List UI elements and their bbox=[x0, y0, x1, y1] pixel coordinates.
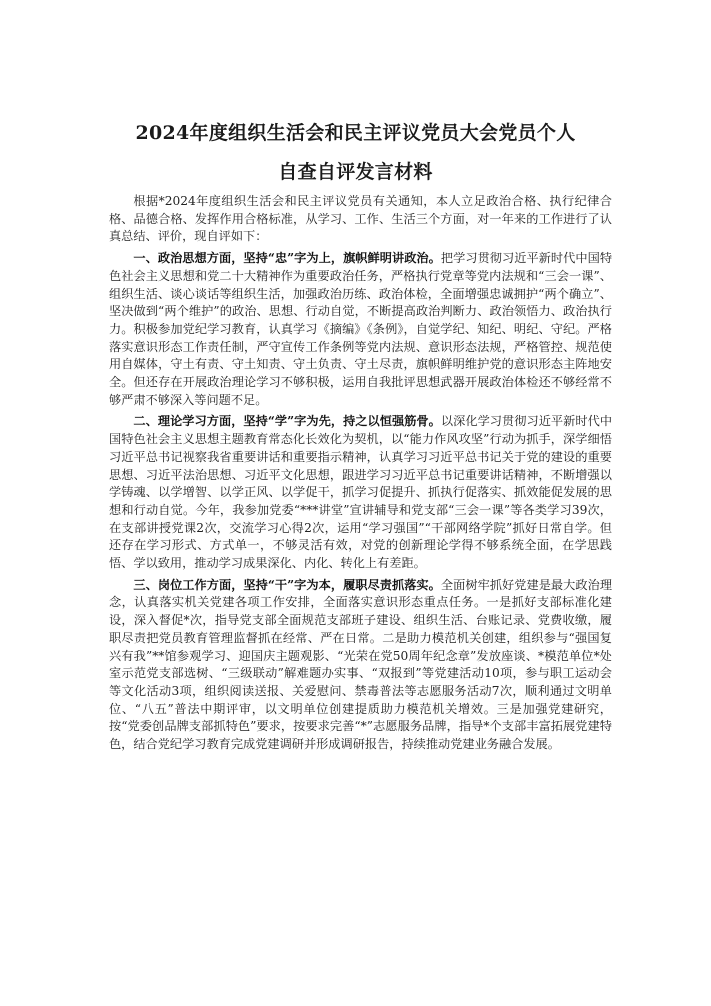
section-job-work bbox=[109, 577, 612, 754]
document-title-line-1: 2024年度组织生活会和民主评议党员大会党员个人 bbox=[135, 122, 576, 144]
section-text: 以深化学习贯彻习近平新时代中国特色社会主义思想主题教育常态化长效化为契机，以“能力作风攻坚”行动为抓手，深学细悟习近平总书记视察我省重要讲话和重要指示精神，认真学习习近平总书记关于党的建设的重要思想、习近平法治思想、习近平文化思想，跟进学习习近平总书记重要讲话精神，不断增强以学铸魂、以学增智、以学正风、以学促干，抓学习促提升、抓执行促落实、抓效能促发展的思想和行动自觉。今年，我参加党委“***讲堂”宣讲辅导和党支部“三会一课”等各类学习39次，在支部讲授党课2次，交流学习心得2次，运用“学习强国”“干部网络学院”抓好日常自学。但还存在学习形式、方式单一，不够灵活有效，对党的创新理论学得不够系统全面，在学思践悟、学以致用，推动学习成果深化、内化、转化上有差距。 bbox=[109, 414, 613, 571]
section-text: 把学习贯彻习近平新时代中国特色社会主义思想和党二十大精神作为重要政治任务，严格执行党章等党内法规和“三会一课”、组织生活、谈心谈话等组织生活，加强政治历练、政治体检，全面增强忠诚拥护“两个确立”、坚决做到“两个维护”的政治、思想、行动自觉，不断提高政治判断力、政治领悟力、政治执行力。积极参加党纪学习教育，认真学习《摘编》《条例》，自觉学纪、知纪、明纪、守纪。严格落实意识形态工作责任制，严守宣传工作条例等党内法规、意识形态法规，严格管控、规范使用自媒体，守土有责、守土知责、守土负责、守土尽责，旗帜鲜明维护党的意识形态主阵地安全。但还存在开展政治理论学习不够积极，运用自我批评思想武器开展政治体检还不够经常不够严肃不够深入等问题不足。 bbox=[109, 251, 613, 407]
document-body bbox=[109, 193, 612, 758]
intro-paragraph: 根据*2024年度组织生活会和民主评议党员有关通知，本人立足政治合格、执行纪律合格、品德合格、发挥作用合格标准，从学习、工作、生活三个方面，对一年来的工作进行了认真总结、评价，现自评如下： bbox=[109, 194, 612, 244]
section-heading: 一、政治思想方面，坚持“忠”字为上，旗帜鲜明讲政治。 bbox=[133, 251, 441, 266]
document-title-line-2: 自查自评发言材料 bbox=[278, 161, 433, 183]
section-heading: 二、理论学习方面，坚持“学”字为先，持之以恒强筋骨。 bbox=[133, 414, 441, 429]
section-theory-study bbox=[109, 413, 612, 572]
section-text: 全面树牢抓好党建是最大政治理念，认真落实机关党建各项工作安排，全面落实意识形态重点任务。一是抓好支部标准化建设，深入督促*次，指导党支部全面规范支部班子建设、组织生活、台账记录、党费收缴，履职尽责把党员教育管理监督抓在经常、严在日常。二是助力模范机关创建，组织参与“强国复兴有我”**馆参观学习、迎国庆主题观影、“光荣在党50周年纪念章”发放座谈、*模范单位*处室示范党支部选树、“三级联动”解难题办实事、“双报到”等党建活动10项，参与职工运动会等文化活动3项，组织阅读送报、关爱慰问、禁毒普法等志愿服务活动7次，顺利通过文明单位、“八五”普法中期评审，以文明单位创建提质助力模范机关增效。三是加强党建研究，按“党委创品牌支部抓特色”要求，按要求完善“*”志愿服务品牌，指导*个支部丰富拓展党建特色，结合党纪学习教育完成党建调研并形成调研报告，持续推动党建业务融合发展。 bbox=[109, 577, 613, 752]
section-political bbox=[109, 250, 612, 409]
section-heading: 三、岗位工作方面，坚持“干”字为本，履职尽责抓落实。 bbox=[133, 577, 441, 592]
